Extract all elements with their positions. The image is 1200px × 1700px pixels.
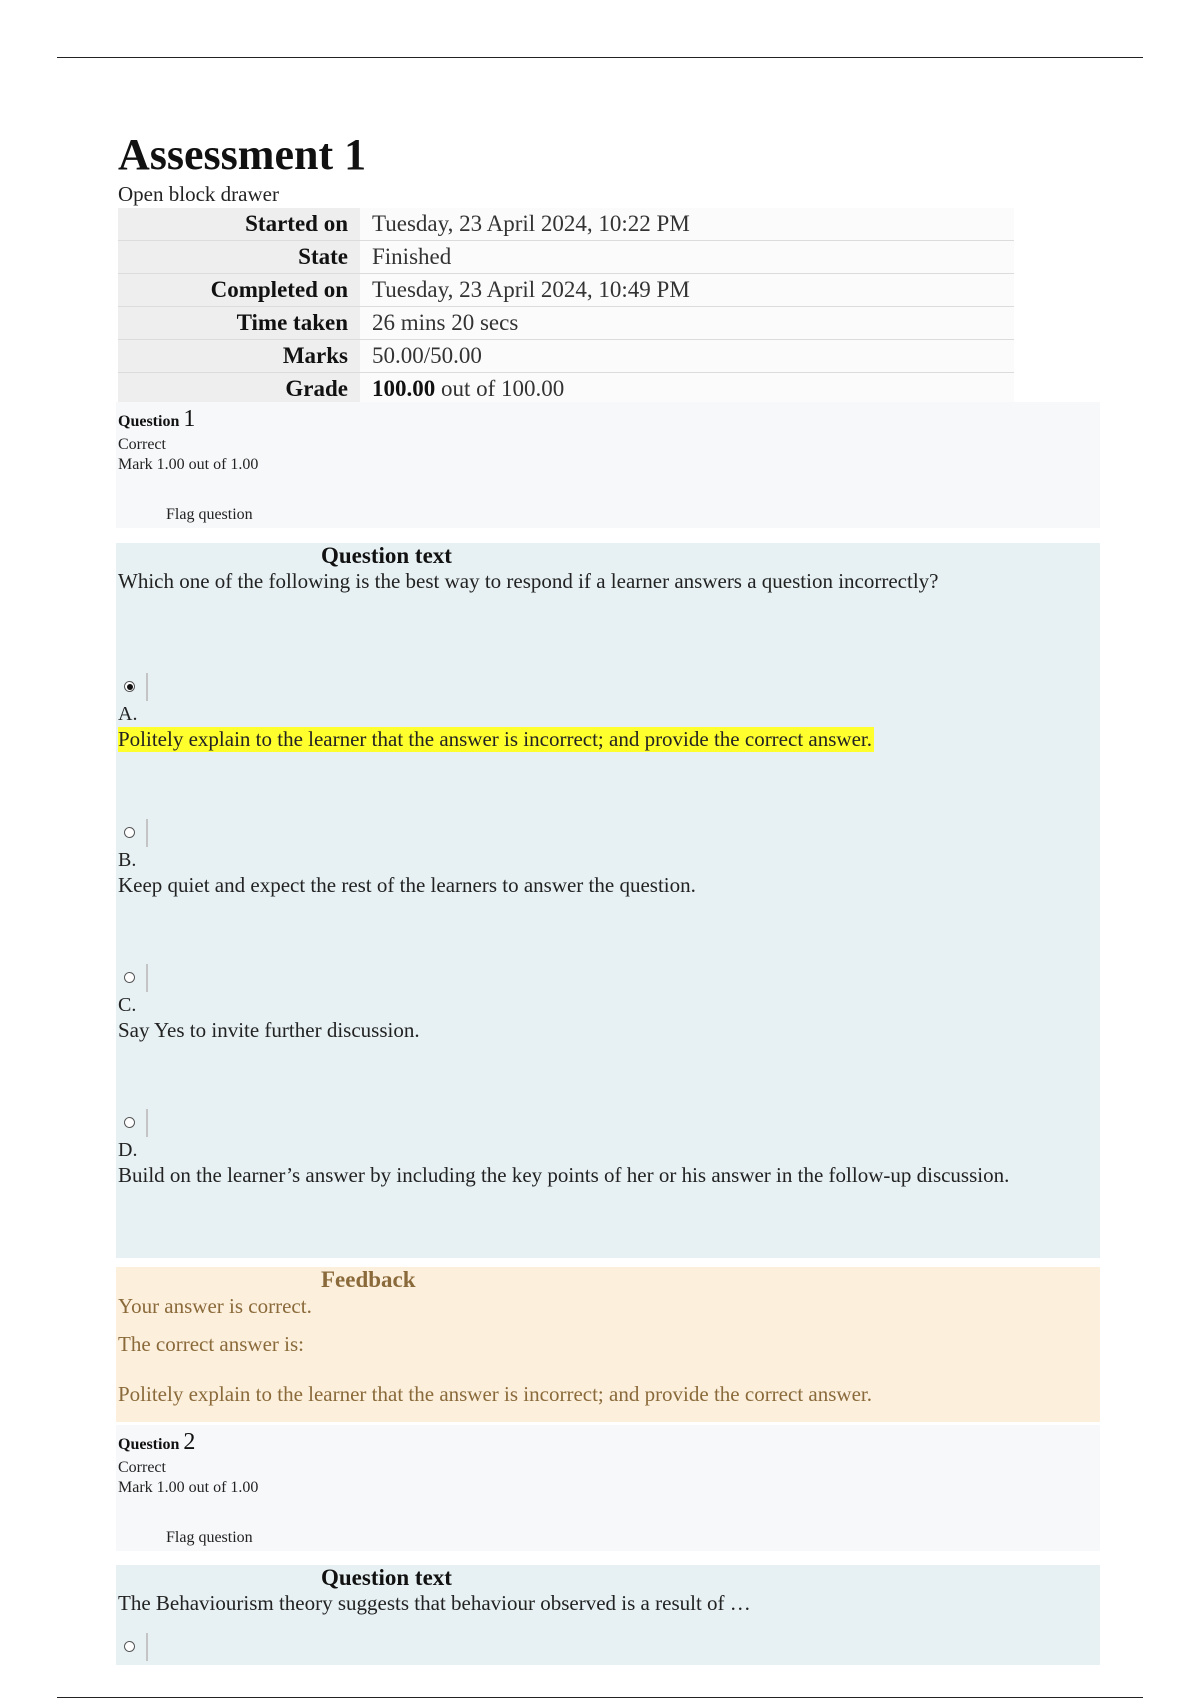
option-text: Keep quiet and expect the rest of the learners to answer the question. — [118, 873, 696, 897]
summary-value: 26 mins 20 secs — [360, 307, 1014, 340]
question-text-heading: Question text — [321, 543, 452, 568]
option-text: Say Yes to invite further discussion. — [118, 1018, 420, 1042]
summary-row-marks — [118, 340, 1014, 373]
feedback-result: Your answer is correct. — [118, 1294, 312, 1318]
summary-value: 50.00/50.00 — [360, 340, 1014, 373]
summary-row-time-taken — [118, 307, 1014, 340]
radio-icon[interactable] — [120, 1633, 148, 1661]
option-letter: D. — [118, 1139, 138, 1161]
bottom-rule — [57, 1697, 1143, 1698]
question-number — [118, 406, 195, 433]
flag-question-link[interactable]: Flag question — [166, 1529, 253, 1546]
option-letter: C. — [118, 994, 137, 1016]
option-letter: B. — [118, 849, 137, 871]
summary-row-completed — [118, 274, 1014, 307]
question-number-value: 2 — [183, 1429, 196, 1455]
summary-label: Marks — [118, 340, 360, 373]
attempt-summary-table — [118, 208, 1014, 406]
question-mark: Mark 1.00 out of 1.00 — [118, 456, 259, 473]
summary-row-started — [118, 208, 1014, 241]
summary-value: Tuesday, 23 April 2024, 10:49 PM — [360, 274, 1014, 307]
question-2-formulation — [116, 1565, 1100, 1665]
feedback-correct-label: The correct answer is: — [118, 1332, 304, 1356]
question-1-info — [116, 402, 1100, 528]
summary-value: Finished — [360, 241, 1014, 274]
question-text: The Behaviourism theory suggests that behaviour observed is a result of … — [118, 1591, 751, 1615]
feedback-correct-answer: Politely explain to the learner that the answer is incorrect; and provide the correct answer. — [118, 1382, 872, 1406]
question-state: Correct — [118, 1459, 166, 1476]
summary-value — [360, 373, 1014, 406]
radio-icon[interactable] — [120, 819, 148, 847]
question-label: Question — [118, 1436, 180, 1453]
radio-icon[interactable] — [120, 964, 148, 992]
option-text: Build on the learner’s answer by including the key points of her or his answer in the follow-up discussion. — [118, 1163, 1010, 1187]
summary-value: Tuesday, 23 April 2024, 10:22 PM — [360, 208, 1014, 241]
question-label: Question — [118, 413, 180, 430]
question-text: Which one of the following is the best way to respond if a learner answers a question incorrectly? — [118, 569, 939, 593]
summary-label: Started on — [118, 208, 360, 241]
radio-icon[interactable] — [120, 1109, 148, 1137]
summary-row-grade — [118, 373, 1014, 406]
option-letter: A. — [118, 703, 138, 725]
grade-out-of: out of 100.00 — [435, 376, 565, 401]
option-text: Politely explain to the learner that the answer is incorrect; and provide the correct answer. — [118, 727, 872, 751]
flag-question-link[interactable]: Flag question — [166, 506, 253, 523]
question-1-formulation — [116, 543, 1100, 1258]
question-state: Correct — [118, 436, 166, 453]
question-text-heading: Question text — [321, 1565, 452, 1590]
top-rule — [57, 57, 1143, 58]
summary-label: Grade — [118, 373, 360, 406]
open-block-drawer-link[interactable]: Open block drawer — [118, 182, 279, 206]
feedback-heading: Feedback — [321, 1267, 416, 1292]
question-number-value: 1 — [183, 406, 196, 432]
summary-label: Time taken — [118, 307, 360, 340]
summary-row-state — [118, 241, 1014, 274]
question-mark: Mark 1.00 out of 1.00 — [118, 1479, 259, 1496]
summary-label: State — [118, 241, 360, 274]
question-2-info — [116, 1425, 1100, 1551]
summary-label: Completed on — [118, 274, 360, 307]
question-number — [118, 1429, 195, 1456]
page-title: Assessment 1 — [118, 130, 367, 179]
radio-selected-icon[interactable] — [120, 673, 148, 701]
grade-score: 100.00 — [372, 376, 436, 401]
question-1-feedback — [116, 1267, 1100, 1422]
